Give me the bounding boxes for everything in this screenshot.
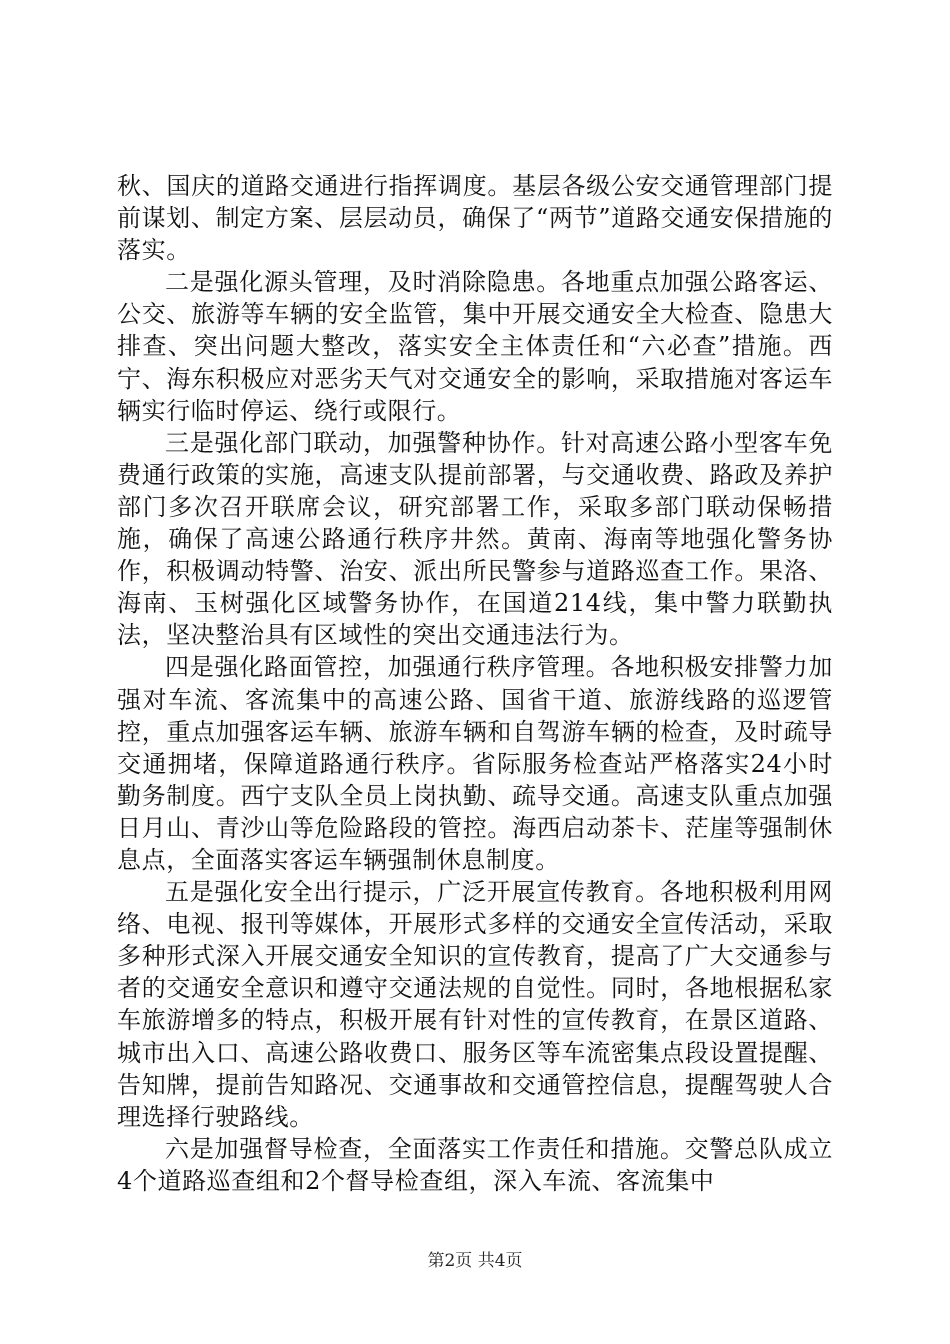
paragraph-road-control: 四是强化路面管控，加强通行秩序管理。各地积极安排警力加强对车流、客流集中的高速公路、国省干道、旅游线路的巡逻管控，重点加强客运车辆、旅游车辆和自驾游车辆的检查，及时疏导交通拥堵，保障道路通行秩序。省际服务检查站严格落实24小时勤务制度。西宁支队全员上岗执勤、疏导交通。高速支队重点加强日月山、青沙山等危险路段的管控。海西启动茶卡、茫崖等强制休息点，全面落实客运车辆强制休息制度。: [117, 653, 833, 874]
paragraph-department-linkage: 三是强化部门联动，加强警种协作。针对高速公路小型客车免费通行政策的实施，高速支队提前部署，与交通收费、路政及养护部门多次召开联席会议，研究部署工作，采取多部门联动保畅措施，确保了高速公路通行秩序井然。黄南、海南等地强化警务协作，积极调动特警、治安、派出所民警参与道路巡查工作。果洛、海南、玉树强化区域警务协作，在国道214线，集中警力联勤执法，坚决整治具有区域性的突出交通违法行为。: [117, 428, 833, 650]
paragraph-source-management: 二是强化源头管理，及时消除隐患。各地重点加强公路客运、公交、旅游等车辆的安全监管，集中开展交通安全大检查、隐患大排查、突出问题大整改，落实安全主体责任和“六必查”措施。西宁、海东积极应对恶劣天气对交通安全的影响，采取措施对客运车辆实行临时停运、绕行或限行。: [117, 268, 833, 425]
page-number: 第2页 共4页: [427, 1251, 523, 1271]
paragraph-continued: 秋、国庆的道路交通进行指挥调度。基层各级公安交通管理部门提前谋划、制定方案、层层动员，确保了“两节”道路交通安保措施的落实。: [117, 172, 833, 265]
document-body: [117, 170, 833, 1197]
paragraph-safety-education: 五是强化安全出行提示，广泛开展宣传教育。各地积极利用网络、电视、报刊等媒体，开展形式多样的交通安全宣传活动，采取多种形式深入开展交通安全知识的宣传教育，提高了广大交通参与者的交通安全意识和遵守交通法规的自觉性。同时，各地根据私家车旅游增多的特点，积极开展有针对性的宣传教育，在景区道路、城市出入口、高速公路收费口、服务区等车流密集点段设置提醒、告知牌，提前告知路况、交通事故和交通管控信息，提醒驾驶人合理选择行驶路线。: [117, 878, 833, 1131]
paragraph-supervision: 六是加强督导检查，全面落实工作责任和措施。交警总队成立4个道路巡查组和2个督导检查组，深入车流、客流集中: [117, 1134, 833, 1195]
